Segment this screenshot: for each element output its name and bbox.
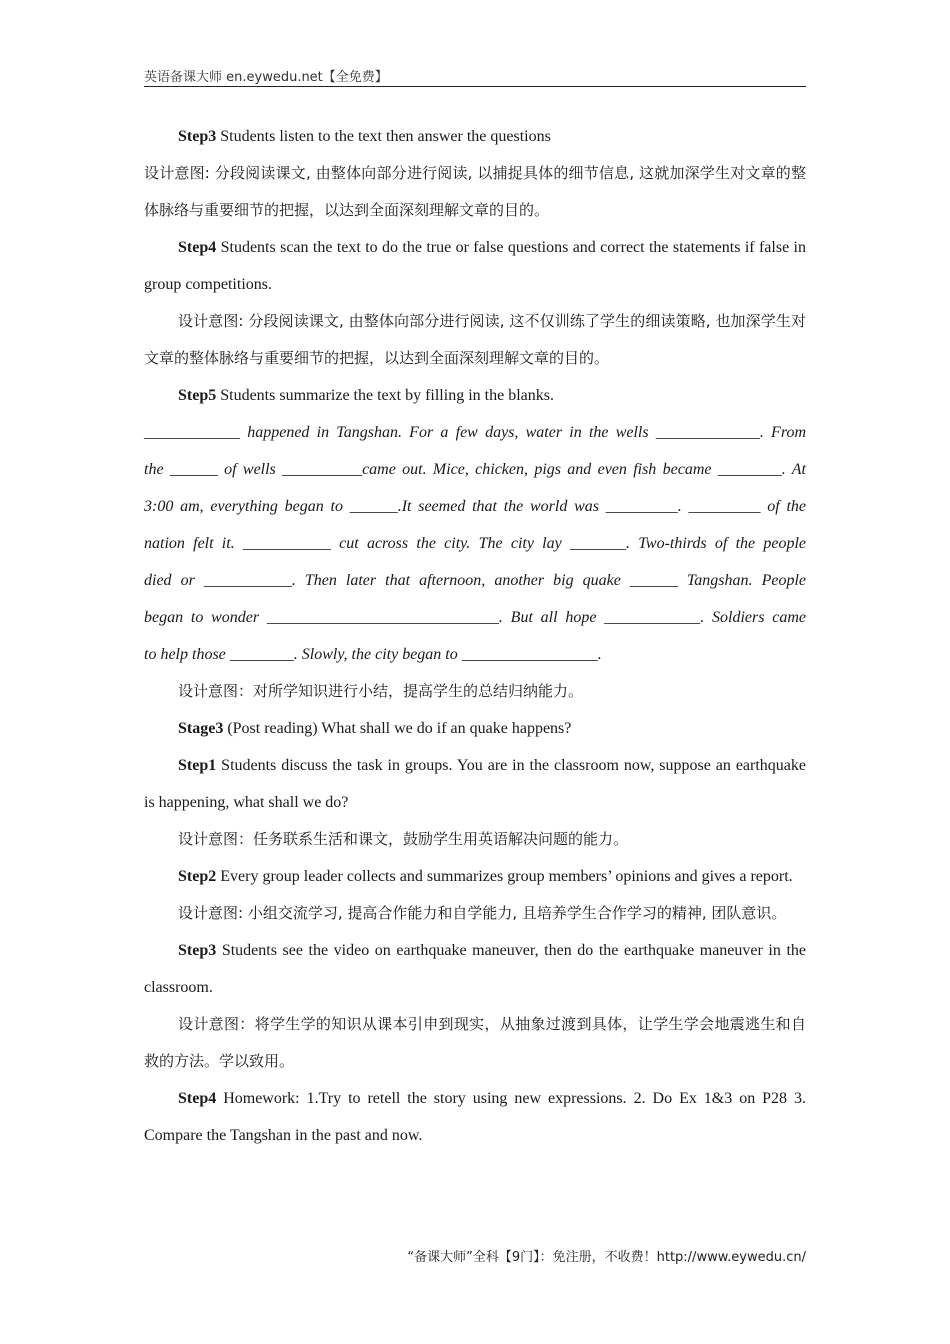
step2-paragraph: Step2 Every group leader collects and summarizes group members’ opinions and gives a report. [178, 868, 793, 885]
step-label: Step3 [178, 942, 217, 959]
fill-in-blanks-exercise [144, 414, 806, 673]
design-intent-paragraph: 设计意图：对所学知识进行小结，提高学生的总结归纳能力。 [178, 682, 584, 700]
blank-line: died or ___________. Then later that afternoon, another big quake ______ Tangshan. People [144, 572, 806, 589]
design-intent-paragraph: 设计意图: 分段阅读课文, 由整体向部分进行阅读, 这不仅训练了学生的细读策略, 也加深学生对文章的整体脉络与重要细节的把握，以达到全面深刻理解文章的目的。 [144, 312, 806, 367]
design-intent-paragraph: 设计意图：任务联系生活和课文，鼓励学生用英语解决问题的能力。 [178, 830, 629, 848]
blank-line: began to wonder _____________________________. But all hope ____________. Soldiers came [144, 609, 806, 626]
stage-label: Stage3 [178, 720, 224, 737]
step4-paragraph: Step4 Homework: 1.Try to retell the story using new expressions. 2. Do Ex 1&3 on P28 3. Compare the Tangshan in the past and now. [144, 1090, 806, 1144]
design-intent-paragraph: 设计意图：将学生学的知识从课本引申到现实，从抽象过渡到具体，让学生学会地震逃生和自救的方法。学以致用。 [144, 1015, 806, 1070]
header-text: 英语备课大师 en.eywedu.net【全免费】 [144, 70, 388, 85]
document-body [144, 118, 806, 1154]
blank-line: the ______ of wells __________came out. Mice, chicken, pigs and even fish became ________. At [144, 461, 806, 478]
step-label: Step5 [178, 387, 217, 404]
stage3-paragraph: Stage3 (Post reading) What shall we do if an quake happens? [178, 720, 572, 737]
blank-line: ____________ happened in Tangshan. For a few days, water in the wells _____________. From [144, 424, 806, 441]
blank-line: nation felt it. ___________ cut across the city. The city lay _______. Two-thirds of the people [144, 535, 806, 552]
step3-paragraph: Step3 Students listen to the text then answer the questions [178, 128, 551, 145]
blank-line: 3:00 am, everything began to ______.It seemed that the world was _________. _________ of the [144, 498, 806, 515]
design-intent-paragraph: 设计意图: 小组交流学习, 提高合作能力和自学能力, 且培养学生合作学习的精神, 团队意识。 [178, 904, 787, 922]
blank-line: to help those ________. Slowly, the city began to _________________. [144, 646, 602, 663]
page-footer: “备课大师”全科【9门】：免注册，不收费！http://www.eywedu.cn/ [407, 1250, 806, 1265]
page-header [144, 64, 806, 87]
step3-paragraph: Step3 Students see the video on earthquake maneuver, then do the earthquake maneuver in the classroom. [144, 942, 806, 996]
design-intent-paragraph: 设计意图: 分段阅读课文, 由整体向部分进行阅读, 以捕捉具体的细节信息, 这就加深学生对文章的整体脉络与重要细节的把握，以达到全面深刻理解文章的目的。 [144, 164, 806, 219]
step4-paragraph: Step4 Students scan the text to do the true or false questions and correct the statements if false in group competitions. [144, 239, 806, 293]
step-label: Step3 [178, 128, 217, 145]
step5-paragraph: Step5 Students summarize the text by filling in the blanks. [178, 387, 554, 404]
step1-paragraph: Step1 Students discuss the task in groups. You are in the classroom now, suppose an earthquake is happening, what shall we do? [144, 757, 806, 811]
step-label: Step4 [178, 1090, 217, 1107]
step-label: Step1 [178, 757, 217, 774]
step-label: Step2 [178, 868, 217, 885]
step-label: Step4 [178, 239, 217, 256]
